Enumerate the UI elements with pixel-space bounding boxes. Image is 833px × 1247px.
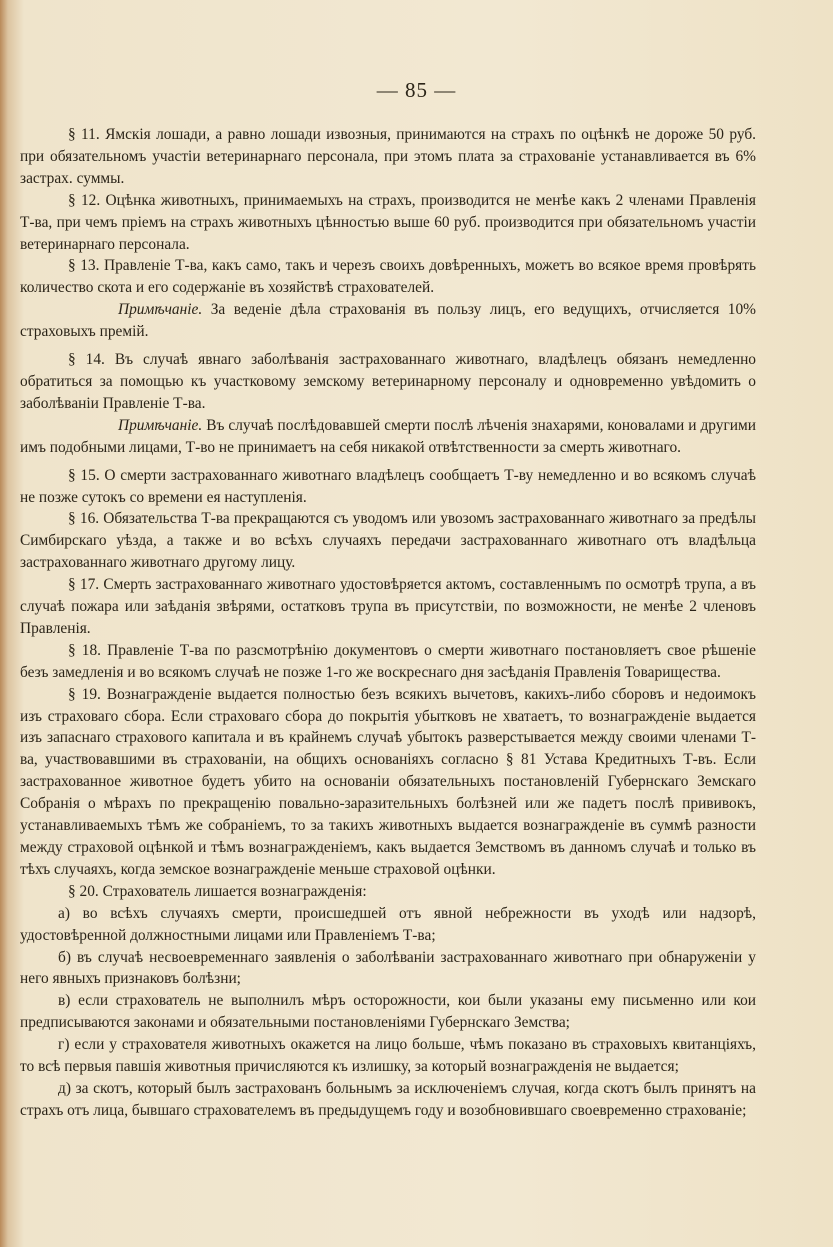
note-section-13 [20,299,756,343]
document-body [20,124,756,1122]
paragraph-section-19: § 19. Вознагражденіе выдается полностью безъ всякихъ вычетовъ, какихъ-либо сборовъ и недоимокъ изъ страховаго сбора. Если страховаго сбора до покрытія убытковъ не хватаетъ, то вознагражденіе выдается изъ запаснаго страхового капитала и въ крайнемъ случаѣ убытокъ разверстывается между своими членами Т-ва, участвовавшими въ страхованіи, на общихъ основаніяхъ согласно § 81 Устава Кредитныхъ Т-въ. Если застрахованное животное будетъ убито на основаніи обязательныхъ постановленій Губернскаго Земскаго Собранія о мѣрахъ по прекращенію повально-заразительныхъ болѣзней или же падетъ послѣ прививокъ, устанавливаемыхъ тѣмъ же собраніемъ, то за такихъ животныхъ выдается вознагражденіе въ суммѣ разности между страховой оцѣнкой и тѣмъ вознагражденіемъ, какъ выдается Земствомъ въ данномъ случаѣ и только въ тѣхъ случаяхъ, когда земское вознагражденіе меньше страховой оцѣнки. [20,685,756,878]
paragraph-section-14: § 14. Въ случаѣ явнаго заболѣванія застрахованнаго животнаго, владѣлецъ обязанъ немедленно обратиться за помощью къ участковому земскому ветеринарному персоналу и одновременно увѣдомить о заболѣваніи Правленіе Т-ва. [20,351,756,412]
subclause-g: г) если у страхователя животныхъ окажется на лицо больше, чѣмъ показано въ страховыхъ квитанціяхъ, то всѣ первыя павшія животныя причисляются къ излишку, за который вознагражденія не выдается; [20,1036,756,1076]
subclause-b: б) въ случаѣ несвоевременнаго заявленія о заболѣваніи застрахованнаго животнаго при обнаруженіи у него явныхъ признаковъ болѣзни; [20,948,756,988]
note-label: Примѣчаніе. [118,416,203,434]
note-section-14 [20,415,756,459]
paragraph-section-13: § 13. Правленіе Т-ва, какъ само, такъ и черезъ своихъ довѣренныхъ, можетъ во всякое время провѣрять количество скота и его содержаніе въ хозяйствѣ страхователей. [20,257,756,297]
subclause-d: д) за скотъ, который былъ застрахованъ больнымъ за исключеніемъ случая, когда скотъ былъ принятъ на страхъ отъ лица, бывшаго страхователемъ въ предыдущемъ году и возобновившаго своевременно страхованіе; [20,1079,756,1119]
paragraph-section-11: § 11. Ямскія лошади, а равно лошади извозныя, принимаются на страхъ по оцѣнкѣ не дороже 50 руб. при обязательномъ участіи ветеринарнаго персонала, при этомъ плата за страхованіе устанавливается въ 6% застрах. суммы. [20,126,756,187]
paragraph-section-20: § 20. Страхователь лишается вознагражденія: [68,882,367,900]
subclause-v: в) если страхователь не выполнилъ мѣръ осторожности, кои были указаны ему письменно или кои предписываются законами и обязательными постановленіями Губернскаго Земства; [20,992,756,1032]
paragraph-section-16: § 16. Обязательства Т-ва прекращаются съ уводомъ или увозомъ застрахованнаго животнаго за предѣлы Симбирскаго уѣзда, а также и во всѣхъ случаяхъ передачи застрахованнаго животнаго отъ владѣльца застрахованнаго животнаго другому лицу. [20,510,756,572]
paragraph-section-18: § 18. Правленіе Т-ва по разсмотрѣнію документовъ о смерти животнаго постановляетъ свое рѣшеніе безъ замедленія и во всякомъ случаѣ не позже 1-го же воскреснаго дня засѣданія Правленія Товарищества. [20,641,756,681]
note-text: За веденіе дѣла страхованія въ пользу лицъ, его ведущихъ, отчисляется 10% страховыхъ премій. [20,301,756,341]
page-number: — 85 — [376,78,457,102]
paragraph-section-17: § 17. Смерть застрахованнаго животнаго удостовѣряется актомъ, составленнымъ по осмотрѣ трупа, а въ случаѣ пожара или заѣданія звѣрями, остатковъ трупа въ присутствіи, по возможности, не менѣе 2 членовъ Правленія. [20,576,756,637]
note-text: Въ случаѣ послѣдовавшей смерти послѣ лѣченія знахарями, коновалами и другими имъ подобными лицами, Т-во не принимаетъ на себя никакой отвѣтственности за смерть животнаго. [20,416,756,456]
subclause-a: а) во всѣхъ случаяхъ смерти, происшедшей отъ явной небрежности въ уходѣ или надзорѣ, удостовѣренной должностными лицами или Правленіемъ Т-ва; [20,904,756,944]
note-label: Примѣчаніе. [118,301,203,319]
paragraph-section-15: § 15. О смерти застрахованнаго животнаго владѣлецъ сообщаетъ Т-ву немедленно и во всякомъ случаѣ не позже сутокъ со времени ея наступленія. [20,466,756,506]
paragraph-section-12: § 12. Оцѣнка животныхъ, принимаемыхъ на страхъ, производится не менѣе какъ 2 членами Правленія Т-ва, при чемъ пріемъ на страхъ животныхъ цѣнностью выше 60 руб. производится при обязательномъ участіи ветеринарнаго персонала. [20,191,756,253]
